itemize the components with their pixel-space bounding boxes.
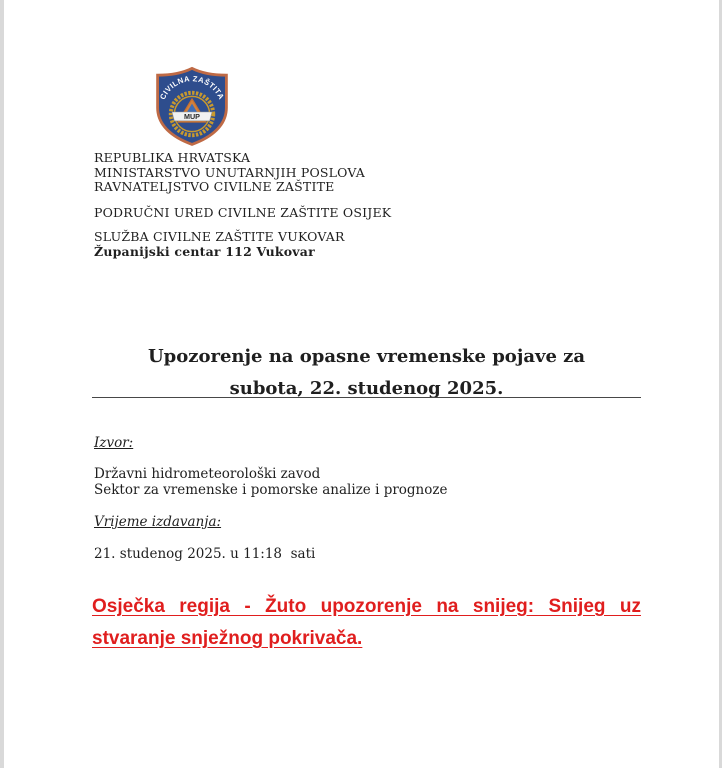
letterhead-block <box>94 151 642 195</box>
source-institution: Državni hidrometeorološki zavod <box>94 466 321 482</box>
issue-time-label: Vrijeme izdavanja: <box>94 514 222 530</box>
badge-arc-text: CIVILNA ZAŠTITA <box>157 74 227 102</box>
document-title <box>92 341 641 404</box>
document-title-line2: subota, 22. studenog 2025. <box>229 377 504 399</box>
document-title-line1: Upozorenje na opasne vremenske pojave za <box>147 346 586 367</box>
source-label: Izvor: <box>94 435 134 451</box>
letterhead-center112: Županijski centar 112 Vukovar <box>94 243 315 259</box>
weather-warning-text <box>92 591 641 655</box>
letterhead-ministry: MINISTARSTVO UNUTARNJIH POSLOVA <box>94 164 366 180</box>
letterhead-service: SLUŽBA CIVILNE ZAŠTITE VUKOVAR <box>94 229 345 244</box>
letterhead-regional-office: PODRUČNI URED CIVILNE ZAŠTITE OSIJEK <box>94 205 392 220</box>
shield-badge-icon <box>152 66 232 146</box>
weather-warning-line2: stvaranje snježnog pokrivača. <box>92 628 363 649</box>
weather-warning-line1: Osječka regija - Žuto upozorenje na snijeg: Snijeg uz <box>92 596 641 617</box>
letterhead-directorate: RAVNATELJSTVO CIVILNE ZAŠTITE <box>94 179 335 195</box>
title-divider-rule <box>92 397 641 398</box>
issue-time-value: 21. studenog 2025. u 11:18 sati <box>94 546 316 562</box>
source-sector: Sektor za vremenske i pomorske analize i prognoze <box>94 481 448 498</box>
letterhead-service-block <box>94 230 642 259</box>
source-body <box>94 467 642 498</box>
badge-banner-text: MUP <box>184 112 200 122</box>
civil-protection-badge <box>152 66 232 146</box>
letterhead-republic: REPUBLIKA HRVATSKA <box>94 150 251 165</box>
